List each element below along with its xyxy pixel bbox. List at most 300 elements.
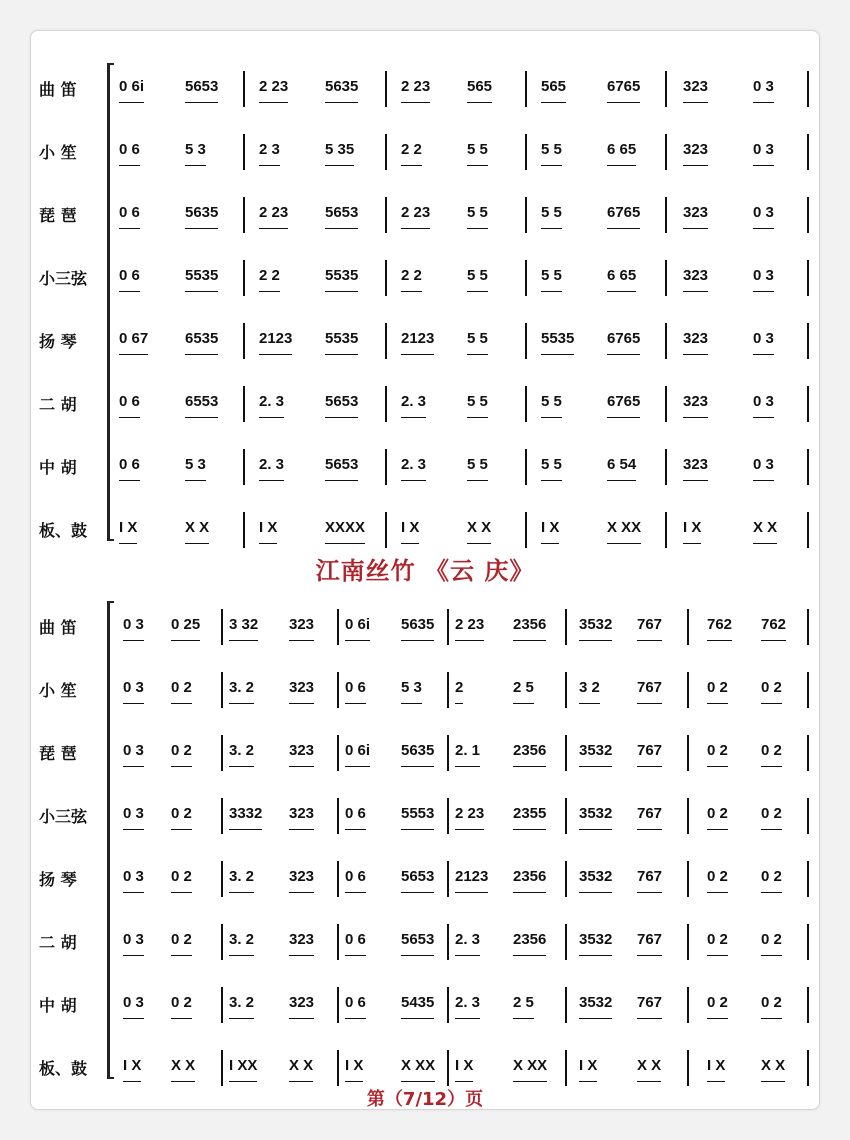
note-group: 323 — [289, 678, 314, 704]
note-group: X X — [467, 518, 491, 544]
note-group: 3. 2 — [229, 678, 254, 704]
note-group: 0 3 — [123, 741, 144, 767]
note-group: 565 — [467, 77, 492, 103]
note-group: 5653 — [325, 392, 358, 418]
bar-line — [221, 798, 223, 834]
note-group: 6 65 — [607, 266, 636, 292]
bar-line — [447, 672, 449, 708]
instrument-label: 小三弦 — [39, 807, 88, 826]
bar-line — [687, 609, 689, 645]
note-group: 3 32 — [229, 615, 258, 641]
note-group: 0 3 — [123, 678, 144, 704]
note-group: 2 23 — [401, 77, 430, 103]
score-page — [30, 30, 820, 1110]
note-group: 5 5 — [467, 455, 488, 481]
bar-line — [525, 386, 527, 422]
bar-line — [385, 323, 387, 359]
bar-line — [337, 672, 339, 708]
bar-line — [447, 987, 449, 1023]
instrument-label: 小 笙 — [39, 143, 77, 162]
bar-line — [807, 1050, 809, 1086]
note-group: I X — [119, 518, 137, 544]
bar-line — [221, 672, 223, 708]
staff-row — [31, 796, 819, 836]
bar-line — [665, 260, 667, 296]
bar-line — [337, 1050, 339, 1086]
bar-line — [807, 71, 809, 107]
bar-line — [807, 987, 809, 1023]
note-group: 3532 — [579, 993, 612, 1019]
note-group: 323 — [289, 993, 314, 1019]
note-group: 0 3 — [753, 77, 774, 103]
bar-line — [447, 861, 449, 897]
instrument-label: 小 笙 — [39, 681, 77, 700]
note-group: 767 — [637, 741, 662, 767]
bar-line — [447, 609, 449, 645]
bar-line — [807, 798, 809, 834]
note-group: X XX — [513, 1056, 547, 1082]
note-group: 6535 — [185, 329, 218, 355]
bar-line — [243, 71, 245, 107]
note-group: X X — [637, 1056, 661, 1082]
note-group: 2 5 — [513, 678, 534, 704]
note-group: 5635 — [325, 77, 358, 103]
note-group: 5 5 — [541, 392, 562, 418]
staff-row — [31, 447, 819, 487]
note-group: 0 67 — [119, 329, 148, 355]
note-group: 2 23 — [455, 804, 484, 830]
score-system-2 — [31, 601, 819, 1081]
bar-line — [243, 386, 245, 422]
note-group: 3. 2 — [229, 930, 254, 956]
note-group: 0 3 — [753, 266, 774, 292]
note-group: 0 2 — [707, 741, 728, 767]
bar-line — [665, 512, 667, 548]
note-group: 323 — [289, 930, 314, 956]
bar-line — [385, 197, 387, 233]
note-group: 767 — [637, 993, 662, 1019]
note-group: X X — [185, 518, 209, 544]
note-group: 5535 — [325, 266, 358, 292]
note-group: 0 2 — [171, 867, 192, 893]
note-group: 2 23 — [259, 77, 288, 103]
note-group: XXXX — [325, 518, 365, 544]
note-group: 0 6 — [345, 678, 366, 704]
note-group: 5653 — [401, 867, 434, 893]
note-group: 323 — [683, 77, 708, 103]
bar-line — [447, 1050, 449, 1086]
bar-line — [665, 197, 667, 233]
note-group: 5535 — [325, 329, 358, 355]
bar-line — [807, 449, 809, 485]
note-group: 2. 3 — [259, 455, 284, 481]
note-group: 3532 — [579, 615, 612, 641]
note-group: I X — [579, 1056, 597, 1082]
bar-line — [807, 672, 809, 708]
instrument-label: 琵 琶 — [39, 206, 77, 225]
note-group: 0 2 — [761, 678, 782, 704]
note-group: 0 6 — [119, 266, 140, 292]
note-group: 5653 — [401, 930, 434, 956]
note-group: 0 2 — [707, 993, 728, 1019]
note-group: 5535 — [185, 266, 218, 292]
note-group: 0 2 — [761, 930, 782, 956]
note-group: 323 — [683, 140, 708, 166]
bar-line — [385, 449, 387, 485]
bar-line — [221, 924, 223, 960]
bar-line — [337, 609, 339, 645]
staff-row — [31, 510, 819, 550]
note-group: 5 5 — [541, 203, 562, 229]
note-group: 323 — [289, 804, 314, 830]
note-group: 2 — [455, 678, 463, 704]
staff-row — [31, 132, 819, 172]
bar-line — [807, 861, 809, 897]
note-group: 5635 — [401, 741, 434, 767]
note-group: I X — [401, 518, 419, 544]
note-group: 2. 3 — [455, 930, 480, 956]
note-group: 2 2 — [401, 140, 422, 166]
note-group: 767 — [637, 615, 662, 641]
bar-line — [337, 924, 339, 960]
note-group: 0 3 — [753, 455, 774, 481]
instrument-label: 板、鼓 — [39, 521, 88, 540]
note-group: I X — [123, 1056, 141, 1082]
instrument-label: 扬 琴 — [39, 332, 77, 351]
note-group: 2123 — [259, 329, 292, 355]
note-group: 5653 — [185, 77, 218, 103]
instrument-label: 中 胡 — [39, 996, 77, 1015]
note-group: 323 — [683, 203, 708, 229]
note-group: 0 6 — [345, 804, 366, 830]
note-group: 323 — [289, 615, 314, 641]
staff-row — [31, 733, 819, 773]
note-group: 2 2 — [259, 266, 280, 292]
bar-line — [807, 735, 809, 771]
note-group: 5 5 — [467, 329, 488, 355]
note-group: 2. 3 — [401, 455, 426, 481]
bar-line — [807, 609, 809, 645]
note-group: X X — [753, 518, 777, 544]
note-group: 6 54 — [607, 455, 636, 481]
bar-line — [243, 323, 245, 359]
bar-line — [665, 449, 667, 485]
note-group: 2. 1 — [455, 741, 480, 767]
bar-line — [243, 512, 245, 548]
note-group: 0 2 — [707, 678, 728, 704]
note-group: 0 6i — [119, 77, 144, 103]
note-group: 323 — [683, 392, 708, 418]
note-group: 0 2 — [171, 993, 192, 1019]
note-group: 2 23 — [259, 203, 288, 229]
bar-line — [221, 609, 223, 645]
note-group: I X — [683, 518, 701, 544]
note-group: I XX — [229, 1056, 257, 1082]
note-group: 6765 — [607, 77, 640, 103]
note-group: 5 5 — [467, 140, 488, 166]
note-group: 323 — [289, 867, 314, 893]
note-group: 2356 — [513, 867, 546, 893]
note-group: 2 23 — [455, 615, 484, 641]
bar-line — [337, 798, 339, 834]
staff-row — [31, 859, 819, 899]
bar-line — [687, 1050, 689, 1086]
instrument-label: 扬 琴 — [39, 870, 77, 889]
note-group: 5 5 — [467, 392, 488, 418]
note-group: 0 3 — [753, 140, 774, 166]
note-group: 2 2 — [401, 266, 422, 292]
note-group: 762 — [707, 615, 732, 641]
note-group: 0 2 — [761, 804, 782, 830]
bar-line — [687, 672, 689, 708]
note-group: 3532 — [579, 804, 612, 830]
note-group: 5653 — [325, 203, 358, 229]
note-group: 0 2 — [171, 678, 192, 704]
staff-row — [31, 69, 819, 109]
bar-line — [565, 798, 567, 834]
bar-line — [385, 512, 387, 548]
note-group: 3532 — [579, 867, 612, 893]
note-group: 0 6i — [345, 741, 370, 767]
bar-line — [687, 798, 689, 834]
note-group: 2. 3 — [455, 993, 480, 1019]
note-group: 2. 3 — [401, 392, 426, 418]
note-group: 3532 — [579, 741, 612, 767]
note-group: 2 23 — [401, 203, 430, 229]
bar-line — [337, 861, 339, 897]
note-group: 5 3 — [185, 455, 206, 481]
bar-line — [337, 987, 339, 1023]
note-group: 565 — [541, 77, 566, 103]
bar-line — [385, 386, 387, 422]
note-group: 0 3 — [123, 615, 144, 641]
note-group: 5553 — [401, 804, 434, 830]
bar-line — [243, 260, 245, 296]
bar-line — [565, 672, 567, 708]
note-group: 2356 — [513, 930, 546, 956]
note-group: 6 65 — [607, 140, 636, 166]
note-group: 5 5 — [541, 140, 562, 166]
bar-line — [807, 386, 809, 422]
note-group: 0 3 — [123, 993, 144, 1019]
note-group: 0 2 — [707, 930, 728, 956]
instrument-label: 二 胡 — [39, 395, 77, 414]
piece-title: 江南丝竹 《云 庆》 — [315, 557, 535, 585]
note-group: 5 3 — [401, 678, 422, 704]
note-group: 2356 — [513, 741, 546, 767]
bar-line — [221, 987, 223, 1023]
staff-row — [31, 258, 819, 298]
note-group: 5 5 — [467, 203, 488, 229]
bar-line — [665, 71, 667, 107]
staff-row — [31, 384, 819, 424]
instrument-label: 琵 琶 — [39, 744, 77, 763]
bar-line — [221, 735, 223, 771]
staff-row — [31, 195, 819, 235]
staff-row — [31, 321, 819, 361]
note-group: 5635 — [401, 615, 434, 641]
note-group: 3332 — [229, 804, 262, 830]
bar-line — [807, 260, 809, 296]
bar-line — [525, 323, 527, 359]
note-group: 0 3 — [123, 930, 144, 956]
note-group: 0 25 — [171, 615, 200, 641]
note-group: 2356 — [513, 615, 546, 641]
note-group: 0 2 — [761, 867, 782, 893]
bar-line — [243, 197, 245, 233]
note-group: 5 5 — [467, 266, 488, 292]
bar-line — [525, 197, 527, 233]
staff-row — [31, 607, 819, 647]
note-group: 0 2 — [171, 741, 192, 767]
bar-line — [525, 512, 527, 548]
bar-line — [565, 924, 567, 960]
note-group: 5435 — [401, 993, 434, 1019]
note-group: 3. 2 — [229, 867, 254, 893]
note-group: 0 6 — [345, 867, 366, 893]
bar-line — [565, 1050, 567, 1086]
bar-line — [447, 735, 449, 771]
note-group: 0 3 — [753, 392, 774, 418]
note-group: 2 3 — [259, 140, 280, 166]
note-group: 0 2 — [761, 993, 782, 1019]
note-group: 767 — [637, 867, 662, 893]
bar-line — [807, 197, 809, 233]
bar-line — [807, 512, 809, 548]
bar-line — [565, 987, 567, 1023]
bar-line — [687, 924, 689, 960]
note-group: 762 — [761, 615, 786, 641]
bar-line — [525, 449, 527, 485]
note-group: 0 6 — [119, 203, 140, 229]
staff-row — [31, 922, 819, 962]
note-group: 0 6 — [345, 930, 366, 956]
note-group: 5535 — [541, 329, 574, 355]
bar-line — [807, 323, 809, 359]
page-indicator: 第（7/12）页 — [366, 1089, 484, 1110]
note-group: 323 — [289, 741, 314, 767]
bar-line — [447, 924, 449, 960]
note-group: 0 6 — [119, 455, 140, 481]
bar-line — [807, 924, 809, 960]
instrument-label: 二 胡 — [39, 933, 77, 952]
bar-line — [665, 323, 667, 359]
instrument-label: 曲 笛 — [39, 80, 77, 99]
note-group: X X — [171, 1056, 195, 1082]
note-group: 2. 3 — [259, 392, 284, 418]
note-group: 3. 2 — [229, 741, 254, 767]
bar-line — [525, 134, 527, 170]
note-group: X X — [289, 1056, 313, 1082]
note-group: X X — [761, 1056, 785, 1082]
note-group: 767 — [637, 804, 662, 830]
bar-line — [221, 1050, 223, 1086]
note-group: I X — [345, 1056, 363, 1082]
staff-row — [31, 1048, 819, 1088]
note-group: 323 — [683, 266, 708, 292]
note-group: 2355 — [513, 804, 546, 830]
instrument-label: 中 胡 — [39, 458, 77, 477]
note-group: 5 5 — [541, 455, 562, 481]
note-group: 0 2 — [707, 804, 728, 830]
note-group: 5635 — [185, 203, 218, 229]
note-group: 0 3 — [123, 804, 144, 830]
instrument-label: 板、鼓 — [39, 1059, 88, 1078]
staff-row — [31, 670, 819, 710]
note-group: 0 2 — [171, 804, 192, 830]
bar-line — [243, 134, 245, 170]
note-group: 6553 — [185, 392, 218, 418]
note-group: I X — [541, 518, 559, 544]
note-group: 3. 2 — [229, 993, 254, 1019]
instrument-label: 曲 笛 — [39, 618, 77, 637]
bar-line — [687, 861, 689, 897]
instrument-label: 小三弦 — [39, 269, 88, 288]
note-group: 3 2 — [579, 678, 600, 704]
bar-line — [665, 386, 667, 422]
note-group: I X — [259, 518, 277, 544]
bar-line — [565, 735, 567, 771]
note-group: 767 — [637, 678, 662, 704]
note-group: 0 6 — [345, 993, 366, 1019]
note-group: 6765 — [607, 329, 640, 355]
note-group: I X — [707, 1056, 725, 1082]
bar-line — [385, 71, 387, 107]
note-group: 6765 — [607, 392, 640, 418]
bar-line — [525, 260, 527, 296]
bar-line — [243, 449, 245, 485]
bar-line — [385, 260, 387, 296]
note-group: 5 3 — [185, 140, 206, 166]
bar-line — [807, 134, 809, 170]
note-group: 2123 — [401, 329, 434, 355]
note-group: 0 6 — [119, 392, 140, 418]
note-group: 3532 — [579, 930, 612, 956]
staff-row — [31, 985, 819, 1025]
note-group: 323 — [683, 329, 708, 355]
note-group: 0 2 — [761, 741, 782, 767]
note-group: X XX — [607, 518, 641, 544]
bar-line — [447, 798, 449, 834]
note-group: 5 35 — [325, 140, 354, 166]
bar-line — [385, 134, 387, 170]
note-group: 5653 — [325, 455, 358, 481]
note-group: 6765 — [607, 203, 640, 229]
note-group: 5 5 — [541, 266, 562, 292]
note-group: 2 5 — [513, 993, 534, 1019]
bar-line — [565, 609, 567, 645]
note-group: 0 3 — [753, 329, 774, 355]
bar-line — [221, 861, 223, 897]
note-group: 2123 — [455, 867, 488, 893]
note-group: 0 3 — [753, 203, 774, 229]
bar-line — [525, 71, 527, 107]
note-group: 0 6 — [119, 140, 140, 166]
bar-line — [665, 134, 667, 170]
bar-line — [565, 861, 567, 897]
bar-line — [337, 735, 339, 771]
score-system-1 — [31, 63, 819, 543]
note-group: I X — [455, 1056, 473, 1082]
note-group: 0 2 — [707, 867, 728, 893]
bar-line — [687, 735, 689, 771]
note-group: 0 2 — [171, 930, 192, 956]
bar-line — [687, 987, 689, 1023]
note-group: 767 — [637, 930, 662, 956]
note-group: 0 3 — [123, 867, 144, 893]
note-group: 0 6i — [345, 615, 370, 641]
note-group: X XX — [401, 1056, 435, 1082]
